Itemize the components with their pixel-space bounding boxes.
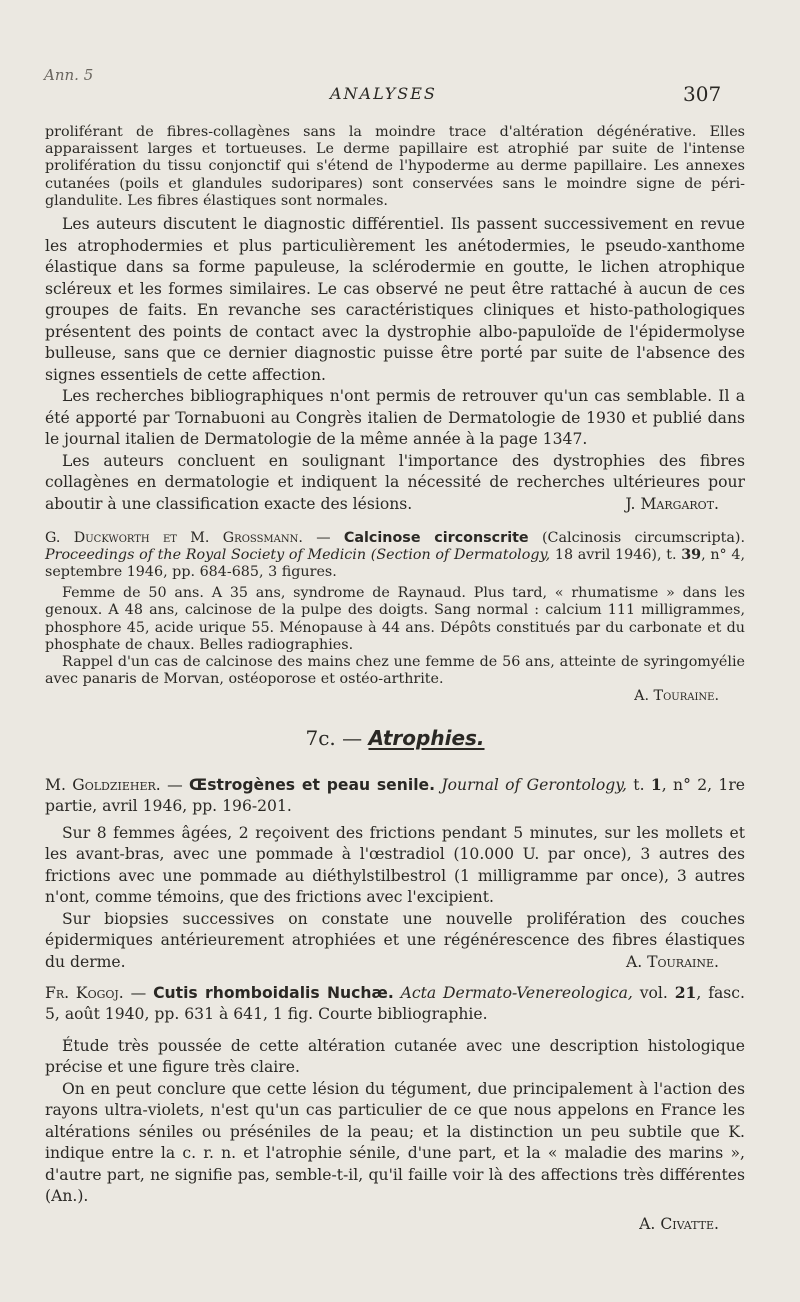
review2-reference (45, 530, 745, 582)
review3-volume: 1 (650, 774, 662, 794)
review1-paragraph-1: proliférant de fibres-collagènes sans la moindre trace d'altération dégénérative. Elles apparaissent larges et tortueuses. Le derme papillaire est atrophié par suite de l'intense prolifération du tissu conjonctif qui s'étend de l'hypoderme au derme papillaire. Les annexes cutanées (poils et glandules sudoripares) sont conservées sans le moindre signe de péri-glandulite. Les fibres élastiques sont normales. (45, 124, 745, 209)
review4-reference (45, 982, 745, 1026)
review3-signature: A. Touraine. (625, 953, 719, 972)
review2-journal: Proceedings of the Royal Society of Medicin (Section of Dermatology, (45, 546, 551, 563)
page-body (45, 124, 745, 1235)
review4-title: Cutis rhomboidalis Nuchæ. (153, 983, 394, 1002)
review2-title: Calcinose circonscrite (343, 529, 529, 546)
review3-dash: — (160, 775, 190, 794)
review2-authors: G. Duckworth et M. Grossmann. (45, 529, 303, 546)
section-dash: — (335, 725, 369, 750)
review2-paragraph-1: Femme de 50 ans. A 35 ans, syndrome de Raynaud. Plus tard, « rhumatisme » dans les genoux. A 48 ans, calcinose de la pulpe des doigts. Sang normal : calcium 111 milligrammes, phosphore 45, acide urique 55. Ménopause à 44 ans. Dépôts constitués par du carbonate et du phosphate de chaux. Belles radiographies. (45, 585, 745, 653)
review2-signature: A. Touraine. (634, 688, 719, 705)
review4-paragraph-2: On en peut conclure que cette lésion du tégument, due principalement à l'action des rayons ultra-violets, n'est qu'un cas particulier de ce que nous appelons en France les altérations séniles ou préséniles de la peau; et la distinction un peu subtile que K. indique entre la c. r. n. et l'atrophie sénile, d'une part, et la « maladie des marins », d'autre part, ne signifie pas, semble-t-il, qu'il faille voir là des affections très différentes (An.). (45, 1079, 745, 1206)
review1-paragraph-2: Les auteurs discutent le diagnostic différentiel. Ils passent successivement en revue les atrophodermies et plus particulièrement les anétodermies, le pseudo-xanthome élastique dans sa forme papuleuse, la sclérodermie en goutte, le lichen atrophique scléreux et les formes similaires. Le cas observé ne peut être rattaché à aucun de ces groupes de faits. En revanche ses caractéristiques cliniques et histo-pathologiques présentent des points de contact avec la dystrophie albo-papuloïde de l'épidermolyse bulleuse, sans que ce dernier diagnostic puisse être porté par suite de l'absence des signes essentiels de cette affection. (45, 215, 745, 384)
review4-ref-b: , fasc. 5, août 1940, pp. 631 à 641, 1 fig. Courte bibliographie. (45, 983, 745, 1024)
review2-dash: — (302, 529, 344, 546)
review1-paragraph-4: Les auteurs concluent en soulignant l'importance des dystrophies des fibres collagènes en dermatologie et indiquent la nécessité de recherches ultérieures pour aboutir à une classification exacte des lésions. (45, 451, 745, 513)
review3-paragraph-1: Sur 8 femmes âgées, 2 reçoivent des frictions pendant 5 minutes, sur les mollets et les avant-bras, avec une pommade à l'œstradiol (10.000 U. par once), 3 autres des frictions avec une pommade au diéthylstilbestrol (1 milligramme par once), 3 autres n'ont, comme témoins, que des frictions avec l'excipient. (45, 823, 745, 907)
review4-dash: — (123, 983, 154, 1002)
review4-volume: 21 (674, 982, 697, 1002)
page-number: 307 (683, 82, 722, 106)
review3-author: M. Goldzieher. (45, 775, 161, 794)
review4-author: Fr. Kogoj. (45, 983, 124, 1002)
review1-signature: J. Margarot. (625, 495, 719, 514)
section-title: Atrophies. (368, 725, 485, 750)
review2-ref-a: 18 avril 1946), t. (550, 546, 682, 563)
review1-paragraph-3: Les recherches bibliographiques n'ont permis de retrouver qu'un cas semblable. Il a été apporté par Tornabuoni au Congrès italien de Dermatologie de 1930 et publié dans le journal italien de Dermatologie de la même année à la page 1347. (45, 387, 745, 449)
review4-ref-a: vol. (632, 983, 675, 1002)
review2-latin: (Calcinosis circumscripta). (528, 529, 746, 546)
review3-ref-b: , n° 2, 1re partie, avril 1946, pp. 196-201. (45, 775, 746, 816)
review3-ref-a: t. (626, 775, 651, 794)
review4-signature: A. Civatte. (639, 1214, 719, 1233)
review3-title: Œstrogènes et peau senile. (189, 775, 436, 794)
review3-paragraph-2: Sur biopsies successives on constate une nouvelle prolifération des couches épidermiques antérieurement atrophiées et une régénérescence des fibres élastiques du derme. (45, 909, 745, 971)
running-head-title: ANALYSES (330, 84, 437, 103)
section-number: 7c. (305, 725, 336, 750)
review3-reference (45, 774, 745, 818)
review2-paragraph-2: Rappel d'un cas de calcinose des mains chez une femme de 56 ans, atteinte de syringomyélie avec panaris de Morvan, ostéoporose et ostéo-arthrite. (45, 653, 745, 688)
review2-ref-b: , n° 4, septembre 1946, pp. 684-685, 3 figures. (45, 546, 745, 580)
running-head-left: Ann. 5 (44, 66, 94, 84)
review2-volume: 39 (681, 546, 702, 563)
review3-journal: Journal of Gerontology, (435, 775, 627, 794)
review4-journal: Acta Dermato-Venereologica, (393, 983, 633, 1002)
section-heading (45, 726, 745, 750)
review4-paragraph-1: Étude très poussée de cette altération cutanée avec une description histologique précise et une figure très claire. (45, 1036, 745, 1077)
